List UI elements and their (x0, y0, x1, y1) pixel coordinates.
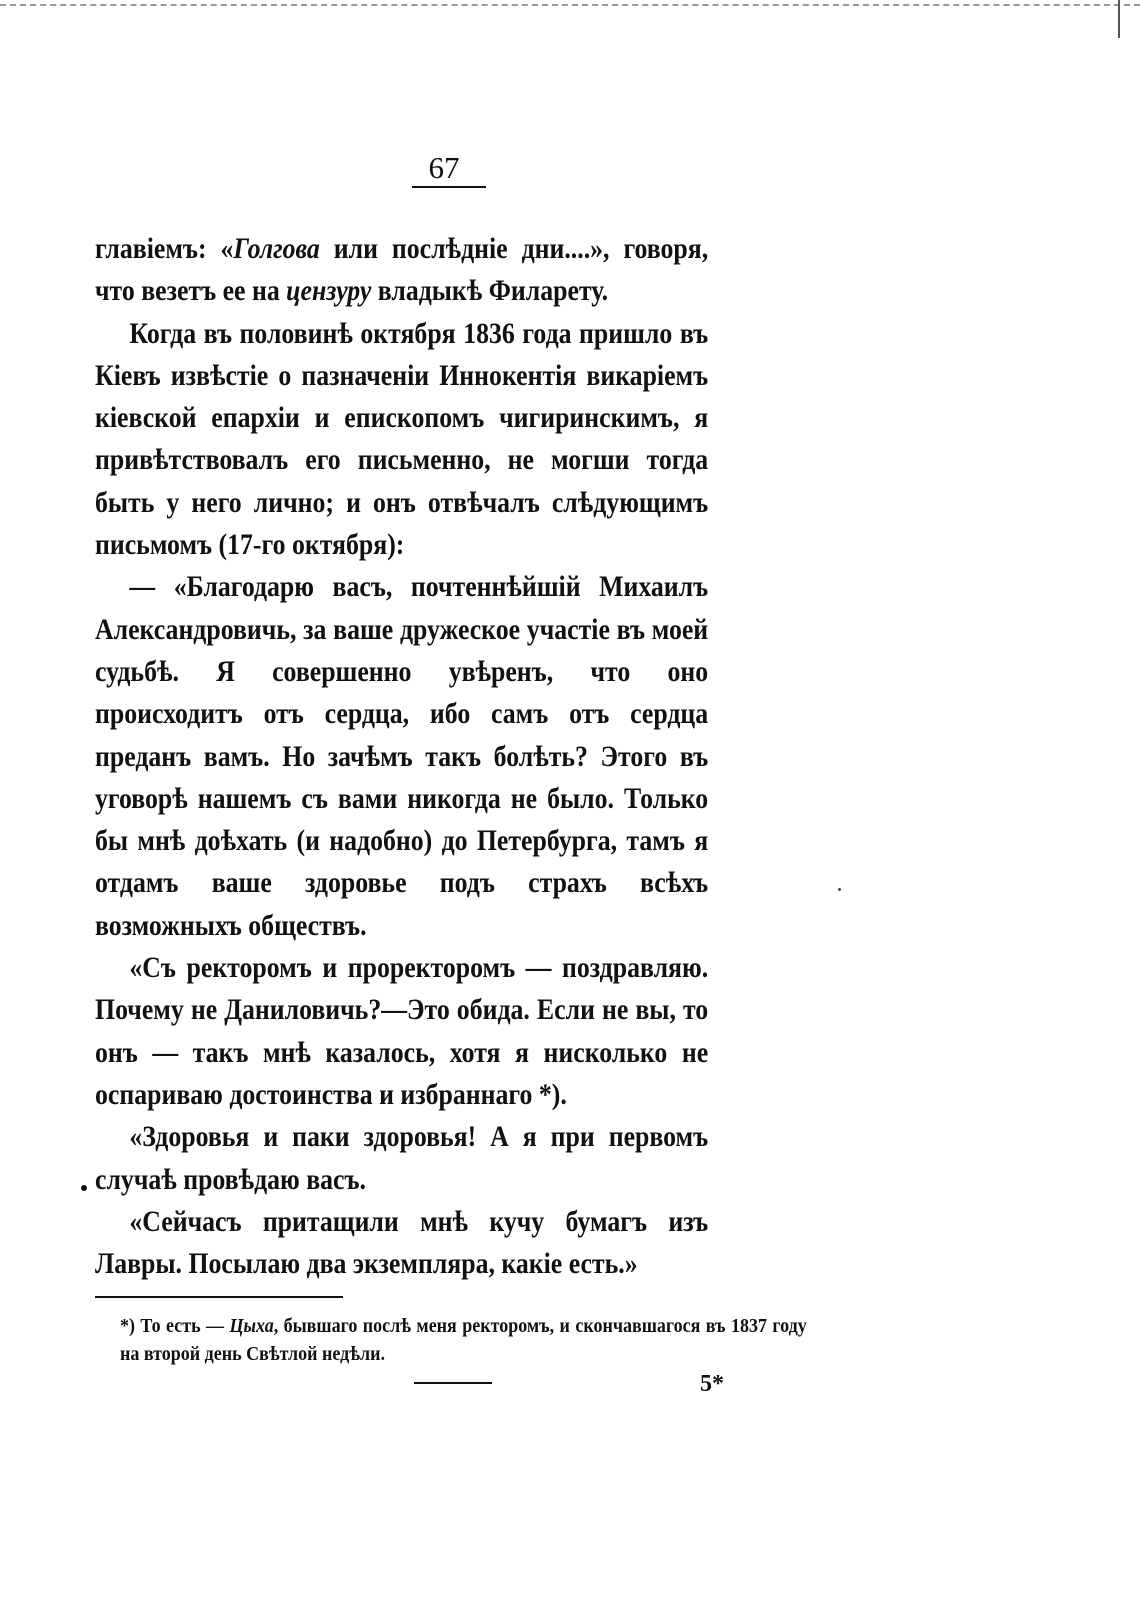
text-run: Когда въ половинѣ октября 1836 года пришло въ Кіевъ извѣстіе о пазначеніи Иннокентія викаріемъ кіевской епархіи и епископомъ чигиринскимъ, я привѣтствовалъ его письменно, не могши тогда быть у него лично; и онъ отвѣчалъ слѣдующимъ письмомъ (17-го октября): (95, 316, 709, 562)
text-run: *) То есть — (120, 1315, 230, 1337)
footnote (120, 1312, 807, 1368)
scan-side-mark (1118, 0, 1120, 38)
text-run: главіемъ: « (95, 232, 234, 265)
scan-top-edge (0, 4, 1140, 6)
bottom-rule (414, 1382, 492, 1384)
italic-text-run: Голгова (233, 232, 320, 265)
page-number-underline (412, 186, 486, 188)
paragraph (95, 947, 708, 1116)
main-text (95, 228, 708, 1285)
paragraph (95, 228, 708, 313)
text-run: , бывшаго послѣ меня ректоромъ, и скончавшагося въ 1837 году на второй день Свѣтлой недѣли. (120, 1315, 807, 1365)
paragraph (95, 1201, 708, 1286)
margin-speck (838, 888, 841, 891)
italic-text-run: Цыха (229, 1315, 274, 1337)
text-run: «Сейчасъ притащили мнѣ кучу бумагъ изъ Лавры. Посылаю два экземпляра, какіе есть.» (95, 1204, 709, 1281)
page-number: 67 (428, 150, 460, 185)
text-run: «Здоровья и паки здоровья! А я при первомъ случаѣ провѣдаю васъ. (95, 1120, 709, 1196)
margin-dot (81, 1185, 87, 1191)
text-run: «Съ ректоромъ и проректоромъ — поздравляю. Почему не Даниловичь?—Это обида. Если не вы, то онъ — такъ мнѣ казалось, хотя я нисколько не оспариваю достоинства и избраннаго *). (95, 951, 709, 1111)
paragraph (95, 313, 708, 567)
text-run: — «Благодарю васъ, почтеннѣйшій Михаилъ Александровичь, за ваше дружеское участіе въ моей судьбѣ. Я совершенно увѣренъ, что оно происходитъ отъ сердца, ибо самъ отъ сердца преданъ вамъ. Но зачѣмъ такъ болѣть? Этого въ уговорѣ нашемъ съ вами никогда не было. Только бы мнѣ доѣхать (и надобно) до Петербурга, тамъ я отдамъ ваше здоровье подъ страхъ всѣхъ возможныхъ обществъ. (95, 570, 709, 942)
text-run: владыкѣ Филарету. (371, 274, 609, 308)
italic-text-run: цензуру (286, 274, 372, 308)
footnote-rule (95, 1296, 343, 1298)
printer-signature: 5* (700, 1371, 724, 1397)
text-run: или послѣдніе дни....», говоря, что везетъ ее на (95, 232, 709, 308)
paragraph (95, 566, 708, 947)
paragraph (95, 1116, 708, 1201)
